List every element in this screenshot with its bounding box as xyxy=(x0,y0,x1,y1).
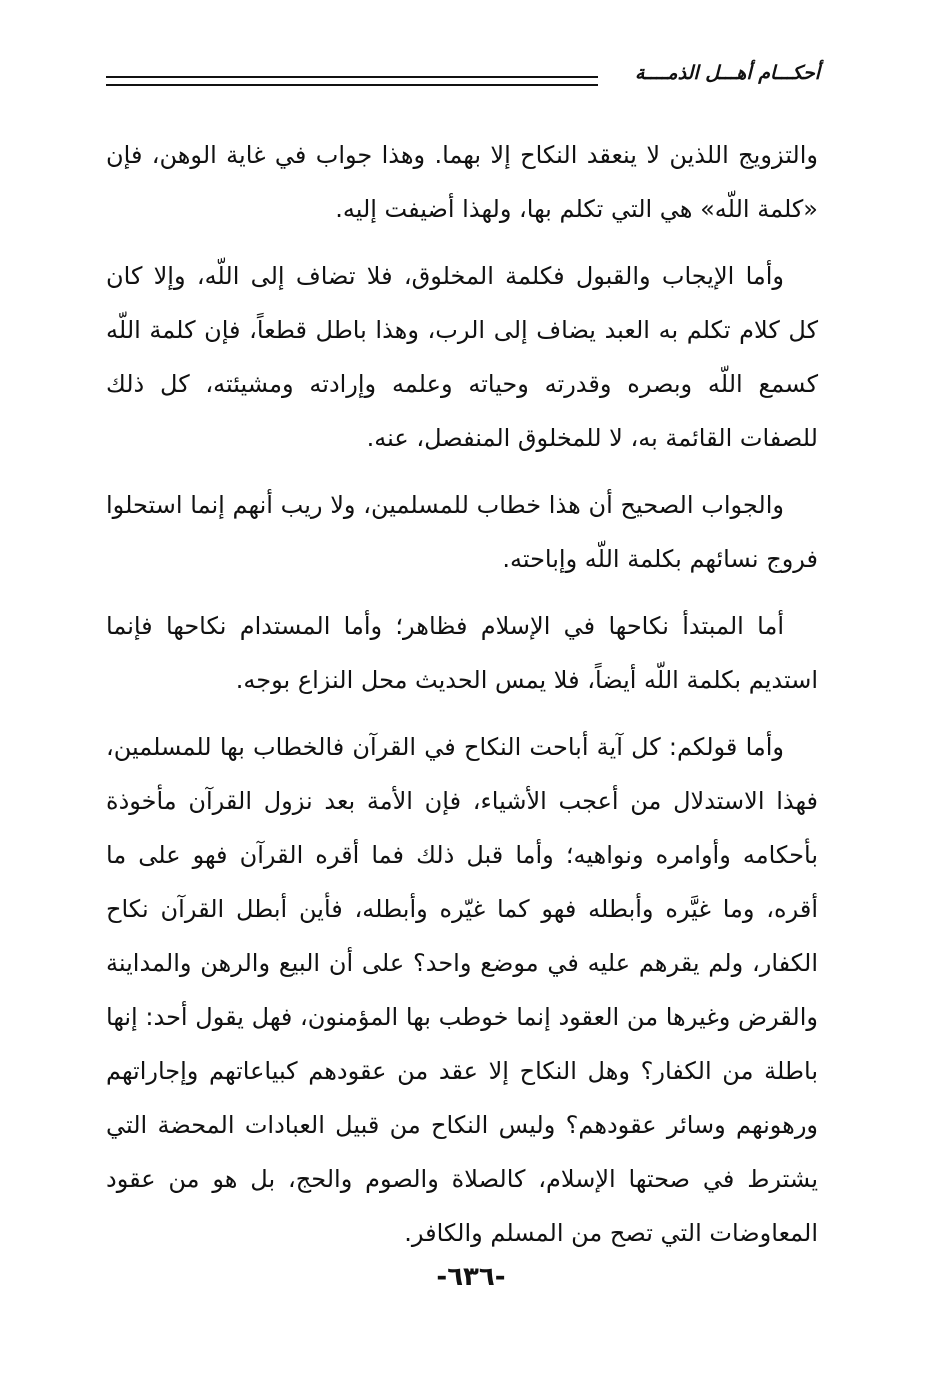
body-text xyxy=(106,128,818,1273)
paragraph: والتزويج اللذين لا ينعقد النكاح إلا بهما. وهذا جواب في غاية الوهن، فإن «كلمة اللّه» هي التي تكلم بها، ولهذا أضيفت إليه. xyxy=(106,141,818,223)
paragraph: وأما الإيجاب والقبول فكلمة المخلوق، فلا تضاف إلى اللّه، وإلا كان كل كلام تكلم به العبد يضاف إلى الرب، وهذا باطل قطعاً، فإن كلمة اللّه كسمع اللّه وبصره وقدرته وحياته وعلمه وإرادته ومشيئته، كل ذلك للصفات القائمة به، لا للمخلوق المنفصل، عنه. xyxy=(106,262,818,452)
header-double-rule xyxy=(106,76,598,86)
page-number: -٦٣٦- xyxy=(436,1262,506,1292)
paragraph: والجواب الصحيح أن هذا خطاب للمسلمين، ولا ريب أنهم إنما استحلوا فروج نسائهم بكلمة اللّه وإباحته. xyxy=(106,491,818,573)
page-header xyxy=(106,56,820,96)
paragraph: أما المبتدأ نكاحها في الإسلام فظاهر؛ وأما المستدام نكاحها فإنما استديم بكلمة اللّه أيضاً، فلا يمس الحديث محل النزاع بوجه. xyxy=(106,612,818,694)
running-title: أحكـــام أهـــل الذمــــة xyxy=(634,62,820,84)
paragraph: وأما قولكم: كل آية أباحت النكاح في القرآن فالخطاب بها للمسلمين، فهذا الاستدلال من أعجب الأشياء، فإن الأمة بعد نزول القرآن مأخوذة بأحكامه وأوامره ونواهيه؛ وأما قبل ذلك فما أقره القرآن فهو على ما أقره، وما غيَّره وأبطله فهو كما غيّره وأبطله، فأين أبطل القرآن نكاح الكفار، ولم يقرهم عليه في موضع واحد؟ على أن البيع والرهن والمداينة والقرض وغيرها من العقود إنما خوطب بها المؤمنون، فهل يقول أحد: إنها باطلة من الكفار؟ وهل النكاح إلا عقد من عقودهم كبياعاتهم وإجاراتهم ورهونهم وسائر عقودهم؟ وليس النكاح من قبيل العبادات المحضة التي يشترط في صحتها الإسلام، كالصلاة والصوم والحج، بل هو من عقود المعاوضات التي تصح من المسلم والكافر. xyxy=(106,733,818,1247)
